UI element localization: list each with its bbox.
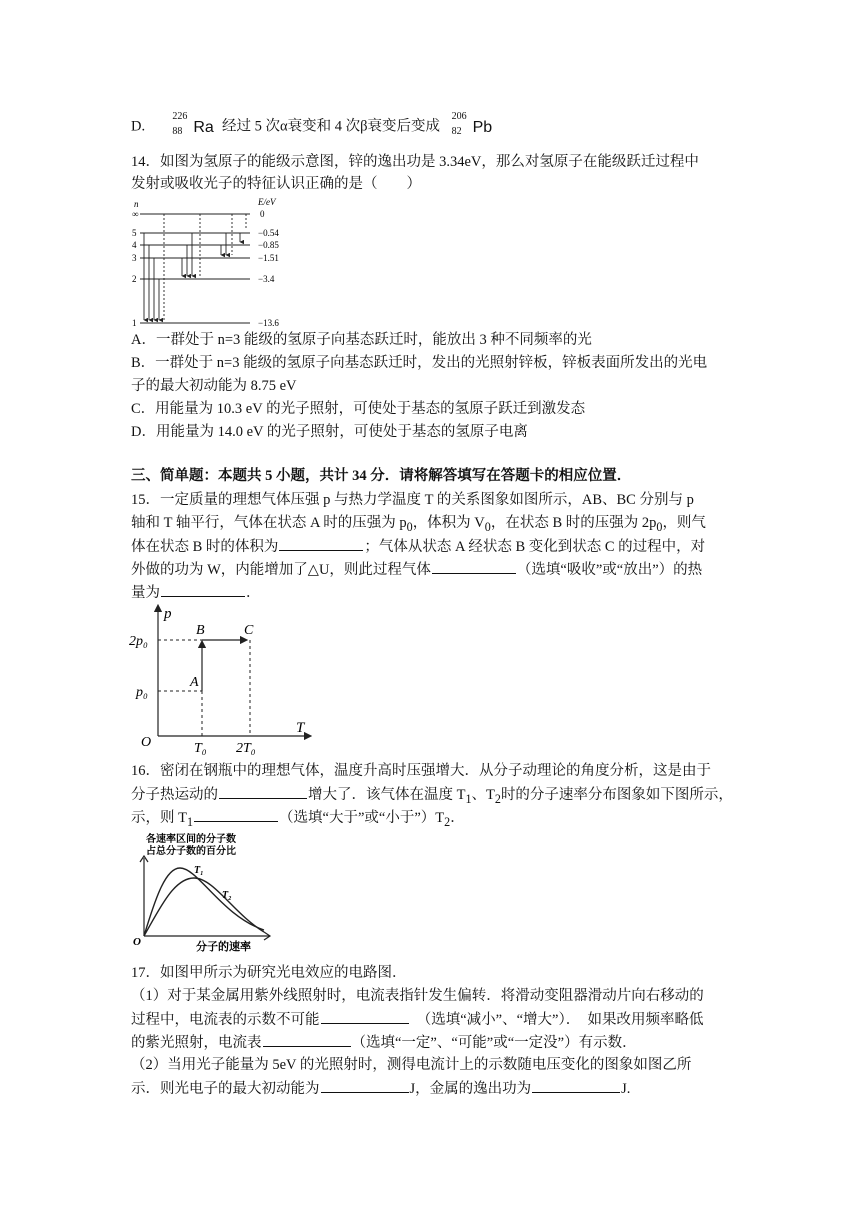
- level-n-1: 1: [132, 318, 137, 328]
- section-heading: 三、简单题：本题共 5 小题，共计 34 分．请将解答填写在答题卡的相应位置．: [131, 468, 632, 484]
- transition-arrows: [144, 233, 240, 320]
- text: 量为: [131, 585, 160, 601]
- subscript: 1: [186, 814, 194, 829]
- point-b: B: [196, 623, 205, 638]
- n-axis-label: n: [134, 199, 139, 209]
- q15-line4: [131, 559, 702, 580]
- text: 、T: [471, 787, 495, 803]
- answer-blank[interactable]: [194, 807, 278, 822]
- answer-blank[interactable]: [219, 784, 307, 799]
- q14-stem-line1: 14．如图为氢原子的能级示意图，锌的逸出功是 3.34eV，那么对氢原子在能级跃迁过程中: [131, 154, 699, 170]
- option-text: 经过 5 次α衰变和 4 次β衰变后变成: [221, 118, 440, 135]
- text: （选填“减小”、“增大”）． 如果改用频率略低: [424, 1012, 704, 1028]
- level-n-4: 4: [132, 240, 137, 250]
- tick-t0: T₀: [194, 741, 207, 756]
- p-t-graph: [128, 604, 314, 756]
- text: ，在状态 B 时的压强为 2p: [490, 515, 657, 531]
- curve-t2-label: T₂: [222, 890, 232, 901]
- q15-line1: 15．一定质量的理想气体压强 p 与热力学温度 T 的关系图象如图所示，AB、BC 分别与 p: [131, 492, 694, 508]
- text: 示．则光电子的最大初动能为: [131, 1081, 320, 1097]
- q17-line5: （2）当用光子能量为 5eV 的光照射时，测得电流计上的示数随电压变化的图象如图乙所: [131, 1057, 692, 1073]
- speed-distribution-graph: [130, 830, 280, 954]
- level-e-5: −0.54: [258, 228, 279, 238]
- tick-p0: p₀: [136, 685, 148, 700]
- text: 时的分子速率分布图象如下图所示，: [500, 787, 733, 803]
- q14-option-b-line2: 子的最大初动能为 8.75 eV: [131, 378, 297, 394]
- text: ．: [246, 585, 261, 601]
- text: J.: [621, 1081, 631, 1097]
- option-label: D.: [131, 118, 146, 135]
- isotope-symbol: Ra: [193, 119, 214, 136]
- origin-label: O: [141, 735, 152, 750]
- point-a: A: [190, 675, 199, 690]
- q15-line5: [131, 582, 261, 603]
- tick-2t0: 2T₀: [236, 741, 256, 756]
- text: 轴和 T 轴平行，气体在状态 A 时的压强为 p: [131, 515, 407, 531]
- q16-line3: [131, 807, 465, 832]
- q16-line2: [131, 784, 733, 809]
- level-e-inf: 0: [260, 209, 265, 219]
- q17-line3: [131, 1009, 704, 1030]
- q17-line6: [131, 1078, 630, 1099]
- subscript: 0: [406, 519, 413, 534]
- tick-2p0: 2p₀: [129, 634, 148, 649]
- subscript: 0: [484, 519, 491, 534]
- lead-isotope: [451, 111, 498, 140]
- q14-option-a: A．一群处于 n=3 能级的氢原子向基态跃迁时，能放出 3 种不同频率的光: [131, 332, 592, 348]
- x-title: 分子的速率: [196, 941, 251, 953]
- q13-option-d: [131, 111, 500, 140]
- text: （选填“一定”、“可能”或“一定没”）有示数．: [351, 1035, 637, 1051]
- text: 增大了．该气体在温度 T: [308, 787, 466, 803]
- isotope-mass: 226: [172, 111, 188, 122]
- answer-blank[interactable]: [279, 536, 363, 551]
- answer-blank[interactable]: [161, 582, 245, 597]
- text: 分子热运动的: [131, 787, 218, 803]
- level-n-inf: ∞: [132, 209, 139, 219]
- t-axis-label: T: [296, 720, 305, 736]
- answer-blank[interactable]: [432, 559, 516, 574]
- text: 体在状态 B 时的体积为: [131, 539, 279, 555]
- q16-line1: 16．密闭在钢瓶中的理想气体，温度升高时压强增大．从分子动理论的角度分析，这是由于: [131, 763, 711, 779]
- q17-line1: 17．如图甲所示为研究光电效应的电路图．: [131, 965, 407, 981]
- p-axis-label: p: [164, 606, 172, 622]
- text: J，金属的逸出功为: [409, 1081, 532, 1097]
- text: （选填“吸收”或“放出”）的热: [516, 562, 703, 578]
- answer-blank[interactable]: [263, 1032, 351, 1047]
- text: ；气体从状态 A 经状态 B 变化到状态 C 的过程中，对: [364, 539, 706, 555]
- text: （选填“大于”或“小于”）T: [279, 810, 445, 826]
- text: 外做的功为 W，内能增加了△U，则此过程气体: [131, 562, 431, 578]
- answer-blank[interactable]: [321, 1009, 409, 1024]
- point-c: C: [244, 623, 254, 638]
- subscript: 0: [656, 519, 663, 534]
- answer-blank[interactable]: [321, 1078, 409, 1093]
- level-e-3: −1.51: [258, 253, 279, 263]
- subscript: 2: [494, 791, 501, 806]
- q17-line4: [131, 1032, 637, 1053]
- subscript: 1: [465, 791, 472, 806]
- isotope-symbol: Pb: [472, 119, 493, 136]
- radium-isotope: [172, 111, 216, 140]
- origin-label: O: [133, 936, 141, 948]
- answer-blank[interactable]: [532, 1078, 620, 1093]
- q17-line2: （1）对于某金属用紫外线照射时，电流表指针发生偏转．将滑动变阻器滑动片向右移动的: [131, 988, 704, 1004]
- curve-t1-label: T₁: [194, 865, 204, 876]
- text: ，体积为 V: [412, 515, 485, 531]
- text: 示，则 T: [131, 810, 187, 826]
- q14-option-c: C．用能量为 10.3 eV 的光子照射，可使处于基态的氢原子跃迁到激发态: [131, 401, 586, 417]
- y-title-line1: 各速率区间的分子数: [146, 834, 236, 845]
- isotope-mass: 206: [451, 111, 467, 122]
- text: 的紫光照射，电流表: [131, 1035, 262, 1051]
- y-title-line2: 占总分子数的百分比: [146, 846, 236, 857]
- level-n-2: 2: [132, 274, 137, 284]
- level-e-1: −13.6: [258, 318, 279, 328]
- isotope-atomic-number: 82: [451, 126, 462, 137]
- q15-line2: [131, 513, 706, 537]
- text: ．: [450, 810, 465, 826]
- level-n-5: 5: [132, 228, 137, 238]
- energy-axis-label: E/eV: [258, 197, 276, 207]
- level-e-2: −3.4: [258, 274, 275, 284]
- text: ，则气: [662, 515, 706, 531]
- level-e-4: −0.85: [258, 240, 279, 250]
- level-n-3: 3: [132, 253, 137, 263]
- text: 过程中，电流表的示数不可能: [131, 1012, 320, 1028]
- energy-level-diagram: [128, 196, 298, 330]
- isotope-atomic-number: 88: [172, 126, 183, 137]
- q14-stem-line2: 发射或吸收光子的特征认识正确的是（ ）: [131, 176, 421, 192]
- subscript: 2: [444, 814, 451, 829]
- curve-t1: [144, 868, 264, 936]
- q15-line3: [131, 536, 705, 557]
- q14-option-d: D．用能量为 14.0 eV 的光子照射，可使处于基态的氢原子电离: [131, 424, 528, 440]
- q14-option-b-line1: B．一群处于 n=3 能级的氢原子向基态跃迁时，发出的光照射锌板，锌板表面所发出的光电: [131, 355, 708, 371]
